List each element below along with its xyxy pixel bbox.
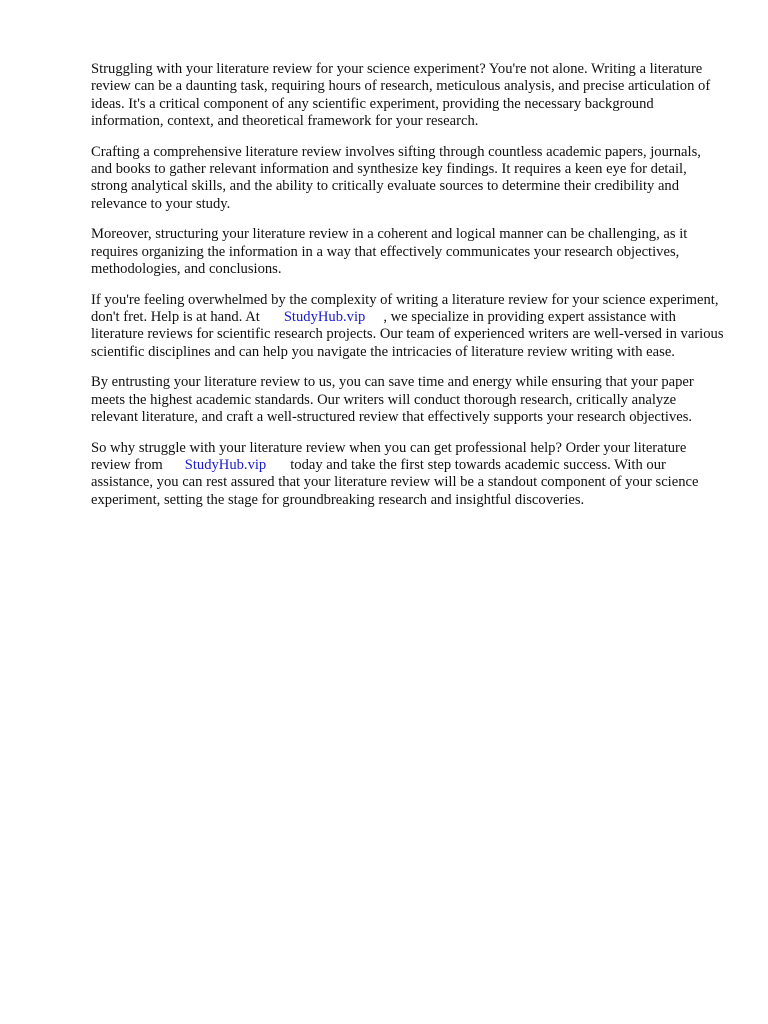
paragraph-structuring: Moreover, structuring your literature review in a coherent and logical manner can be challenging, as it requires organizing the information in a way that effectively communicates your research objectives, methodologies, and conclusions.: [91, 226, 688, 277]
paragraph-intro: Struggling with your literature review for your science experiment? You're not alone. Writing a literature review can be a daunting task, requiring hours of research, meticulous analysis, and precise articulation of ideas. It's a critical component of any scientific experiment, providing the necessary background information, context, and theoretical framework for your research.: [91, 61, 711, 129]
closing-text-after: today and take the first step towards academic success. With our assistance, you can rest assured that your literature review will be a standout component of your science experiment, setting the stage for groundbreaking research and insightful discoveries.: [91, 457, 699, 508]
document-body: [91, 61, 725, 523]
studyhub-link-order[interactable]: StudyHub.vip: [184, 457, 267, 474]
help-text-before: If you're feeling overwhelmed by the complexity of writing a literature review for your science experiment, don't fret. Help is at hand. At: [91, 291, 719, 326]
paragraph-trust: By entrusting your literature review to us, you can save time and energy while ensuring that your paper meets the highest academic standards. Our writers will conduct thorough research, critically analyze relevant literature, and craft a well-structured review that effectively supports your research objectives.: [91, 374, 694, 426]
studyhub-link[interactable]: StudyHub.vip: [283, 309, 366, 326]
closing-text-before: So why struggle with your literature review when you can get professional help? Order your literature review from: [91, 439, 687, 474]
paragraph-crafting: Crafting a comprehensive literature review involves sifting through countless academic papers, journals, and books to gather relevant information and synthesize key findings. It requires a keen eye for detail, strong analytical skills, and the ability to critically evaluate sources to determine their credibility and relevance to your study.: [91, 143, 701, 212]
paragraph-help: [91, 292, 725, 361]
help-text-after: , we specialize in providing expert assistance with literature reviews for scientific research projects. Our team of experienced writers are well-versed in various scientific disciplines and can help you navigate the intricacies of literature review writing with ease.: [91, 309, 724, 360]
paragraph-closing: [91, 440, 725, 509]
